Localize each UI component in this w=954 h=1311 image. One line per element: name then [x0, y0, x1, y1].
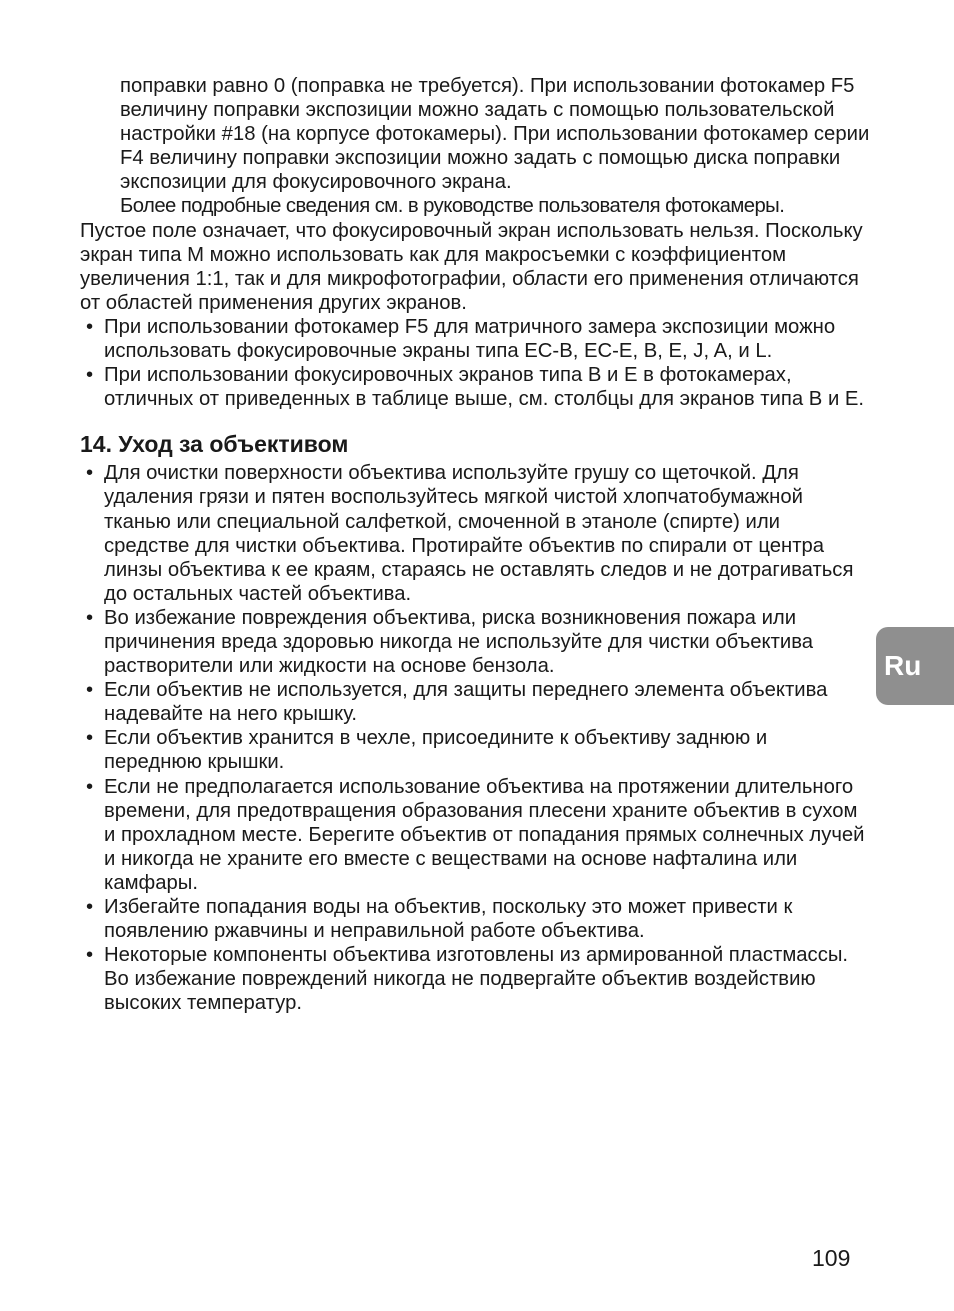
bullet-icon: • — [86, 315, 94, 338]
detail-reference: Более подробные сведения см. в руководстве пользователя фотокамеры. — [120, 195, 785, 218]
list-item: • Некоторые компоненты объектива изготовлены из армированной пластмассы. Во избежание повреждений никогда не подвергайте объектив воздействию высоких температур. — [86, 944, 849, 1015]
language-tab: Ru — [876, 627, 954, 705]
bullet-icon: • — [86, 364, 94, 387]
bullet-icon: • — [86, 775, 94, 798]
intro-continuation: поправки равно 0 (поправка не требуется). При использовании фотокамер F5 величину поправки экспозиции можно задать с помощью пользовательской настройки #18 (на корпусе фотокамеры). При использовании фотокамер серии F4 величину поправки экспозиции можно задать с помощью диска поправки экспозиции для фокусировочного экрана. — [120, 75, 870, 194]
bullet-icon: • — [86, 896, 94, 918]
list-item: • Если не предполагается использование объектива на протяжении длительного времени, для предотвращения образования плесени храните объектив в сухом и прохладном месте. Берегите объектив от попадания прямых солнечных лучей и никогда не храните его вместе с веществами на основе нафталина или камфары. — [86, 775, 865, 894]
intro-bullet-list — [80, 315, 870, 411]
bullet-icon: • — [86, 606, 94, 629]
lens-care-bullet-list — [80, 461, 870, 1015]
list-item: • Для очистки поверхности объектива используйте грушу со щеточкой. Для удаления грязи и пятен воспользуйтесь мягкой чистой хлопчатобумажной тканью или специальной салфеткой, смоченной в этаноле (спирте) или средстве для чистки объектива. Протирайте объектив по спирали от центра линзы объектива к ее краям, стараясь не оставлять следов и не дотрагиваться до остальных частей объектива. — [86, 462, 854, 605]
bullet-icon: • — [86, 462, 94, 485]
section-heading: 14. Уход за объективом — [80, 431, 349, 458]
list-item: • Если объектив не используется, для защиты переднего элемента объектива надевайте на него крышку. — [86, 679, 828, 726]
page-number: 109 — [812, 1245, 851, 1271]
bullet-icon: • — [86, 944, 94, 967]
list-item: • При использовании фотокамер F5 для матричного замера экспозиции можно использовать фокусировочные экраны типа EC-B, EC-E, B, E, J, A, и L. — [86, 315, 836, 363]
screen-note-paragraph: Пустое поле означает, что фокусировочный экран использовать нельзя. Поскольку экран типа M можно использовать как для макросъемки с коэффициентом увеличения 1:1, так и для микрофотографии, области его применения отличаются от областей применения других экранов. — [80, 219, 863, 314]
page-content — [80, 74, 870, 1015]
list-item: • Если объектив хранится в чехле, присоедините к объективу заднюю и переднюю крышки. — [86, 727, 768, 774]
list-item: • Избегайте попадания воды на объектив, поскольку это может привести к появлению ржавчины и неправильной работе объектива. — [86, 896, 793, 943]
list-item: • При использовании фокусировочных экранов типа B и E в фотокамерах, отличных от приведенных в таблице выше, см. столбцы для экранов типа B и E. — [86, 364, 865, 411]
bullet-icon: • — [86, 679, 94, 702]
list-item: • Во избежание повреждения объектива, риска возникновения пожара или причинения вреда здоровью никогда не используйте для чистки объектива растворители или жидкости на основе бензола. — [86, 606, 814, 678]
bullet-icon: • — [86, 727, 94, 750]
